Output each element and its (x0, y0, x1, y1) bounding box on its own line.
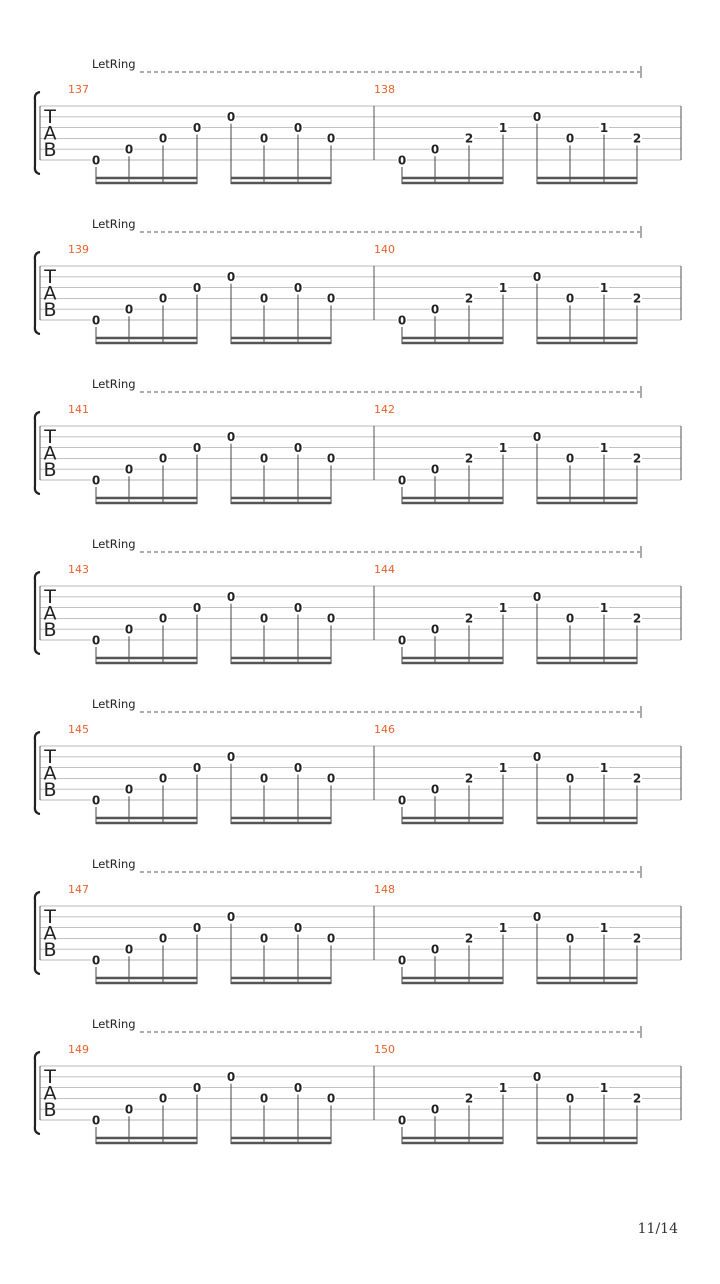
fret-number: 0 (124, 782, 134, 797)
system-bracket (35, 732, 40, 814)
fret-number: 0 (226, 590, 236, 605)
tab-clef-letter: B (43, 1099, 57, 1121)
fret-number: 1 (599, 920, 609, 935)
page-number: 11/14 (637, 1221, 678, 1237)
measure-number: 138 (374, 83, 395, 96)
tab-clef-letter: A (43, 282, 57, 305)
tab-system (35, 537, 681, 664)
fret-number: 0 (158, 291, 168, 306)
measure-number: 137 (68, 83, 89, 96)
fret-number: 0 (430, 942, 440, 957)
system-bracket (35, 252, 40, 334)
system-bracket (35, 892, 40, 974)
fret-number: 0 (532, 430, 542, 445)
fret-number: 0 (192, 440, 202, 455)
fret-number: 0 (259, 131, 269, 146)
fret-number: 0 (259, 611, 269, 626)
measure-number: 141 (68, 403, 89, 416)
tab-clef-letter: B (43, 619, 57, 641)
fret-number: 0 (430, 622, 440, 637)
fret-number: 0 (91, 313, 101, 328)
measure-number: 139 (68, 243, 89, 256)
tab-clef-letter: T (44, 746, 56, 768)
fret-number: 0 (397, 953, 407, 968)
fret-number: 0 (430, 1102, 440, 1117)
fret-number: 0 (259, 771, 269, 786)
fret-number: 0 (192, 1080, 202, 1095)
fret-number: 0 (326, 611, 336, 626)
fret-number: 1 (498, 440, 508, 455)
fret-number: 1 (599, 120, 609, 135)
fret-number: 0 (293, 760, 303, 775)
tab-clef-letter: T (44, 586, 56, 608)
tab-clef-letter: B (43, 459, 57, 481)
fret-number: 1 (599, 440, 609, 455)
fret-number: 1 (498, 920, 508, 935)
fret-number: 0 (326, 131, 336, 146)
fret-number: 2 (632, 291, 642, 306)
fret-number: 2 (464, 931, 474, 946)
fret-number: 0 (565, 771, 575, 786)
fret-number: 0 (565, 931, 575, 946)
system-bracket (35, 572, 40, 654)
fret-number: 0 (158, 1091, 168, 1106)
fret-number: 0 (293, 600, 303, 615)
fret-number: 2 (464, 611, 474, 626)
tab-clef-letter: T (44, 426, 56, 448)
fret-number: 0 (226, 1070, 236, 1085)
fret-number: 0 (192, 760, 202, 775)
fret-number: 1 (498, 760, 508, 775)
system-bracket (35, 1052, 40, 1134)
tab-clef-letter: A (43, 122, 57, 145)
fret-number: 0 (293, 120, 303, 135)
fret-number: 0 (192, 600, 202, 615)
let-ring-label: LetRing (92, 857, 136, 871)
fret-number: 0 (124, 622, 134, 637)
measure-number: 145 (68, 723, 89, 736)
fret-number: 0 (192, 120, 202, 135)
tab-system (35, 857, 681, 984)
fret-number: 0 (532, 590, 542, 605)
fret-number: 0 (124, 302, 134, 317)
fret-number: 0 (532, 270, 542, 285)
fret-number: 0 (397, 1113, 407, 1128)
fret-number: 0 (91, 473, 101, 488)
fret-number: 0 (259, 1091, 269, 1106)
fret-number: 0 (259, 291, 269, 306)
fret-number: 1 (498, 120, 508, 135)
fret-number: 0 (226, 110, 236, 125)
fret-number: 0 (124, 1102, 134, 1117)
fret-number: 0 (532, 750, 542, 765)
fret-number: 0 (565, 451, 575, 466)
fret-number: 1 (599, 760, 609, 775)
tab-system (35, 1017, 681, 1144)
let-ring-label: LetRing (92, 1017, 136, 1031)
measure-number: 149 (68, 1043, 89, 1056)
tab-system (35, 377, 681, 504)
fret-number: 0 (565, 1091, 575, 1106)
fret-number: 2 (464, 771, 474, 786)
fret-number: 0 (158, 131, 168, 146)
fret-number: 0 (226, 430, 236, 445)
fret-number: 1 (498, 280, 508, 295)
fret-number: 1 (599, 1080, 609, 1095)
tab-clef-letter: T (44, 106, 56, 128)
fret-number: 0 (397, 313, 407, 328)
let-ring-label: LetRing (92, 377, 136, 391)
fret-number: 0 (158, 771, 168, 786)
fret-number: 0 (430, 142, 440, 157)
tab-clef-letter: A (43, 922, 57, 945)
measure-number: 150 (374, 1043, 395, 1056)
measure-number: 143 (68, 563, 89, 576)
fret-number: 0 (293, 920, 303, 935)
fret-number: 0 (91, 1113, 101, 1128)
fret-number: 0 (430, 302, 440, 317)
fret-number: 0 (192, 280, 202, 295)
fret-number: 0 (91, 633, 101, 648)
fret-number: 1 (498, 1080, 508, 1095)
tab-clef-letter: A (43, 442, 57, 465)
measure-number: 146 (374, 723, 395, 736)
fret-number: 0 (259, 931, 269, 946)
fret-number: 0 (326, 1091, 336, 1106)
fret-number: 0 (293, 280, 303, 295)
measure-number: 148 (374, 883, 395, 896)
fret-number: 2 (632, 451, 642, 466)
tab-clef-letter: A (43, 762, 57, 785)
fret-number: 0 (532, 910, 542, 925)
system-bracket (35, 92, 40, 174)
let-ring-label: LetRing (92, 537, 136, 551)
tab-clef-letter: A (43, 602, 57, 625)
fret-number: 2 (464, 131, 474, 146)
fret-number: 0 (430, 462, 440, 477)
fret-number: 0 (91, 953, 101, 968)
fret-number: 0 (124, 142, 134, 157)
fret-number: 0 (158, 931, 168, 946)
fret-number: 1 (599, 280, 609, 295)
fret-number: 0 (158, 451, 168, 466)
fret-number: 0 (565, 611, 575, 626)
tab-clef-letter: B (43, 939, 57, 961)
fret-number: 0 (158, 611, 168, 626)
fret-number: 0 (532, 1070, 542, 1085)
fret-number: 0 (397, 793, 407, 808)
tab-system (35, 57, 681, 184)
measure-number: 142 (374, 403, 395, 416)
tab-clef-letter: B (43, 299, 57, 321)
fret-number: 0 (430, 782, 440, 797)
fret-number: 0 (226, 270, 236, 285)
fret-number: 0 (192, 920, 202, 935)
fret-number: 0 (91, 153, 101, 168)
fret-number: 0 (293, 440, 303, 455)
measure-number: 147 (68, 883, 89, 896)
tab-clef-letter: T (44, 1066, 56, 1088)
fret-number: 0 (226, 910, 236, 925)
fret-number: 2 (632, 931, 642, 946)
fret-number: 0 (565, 131, 575, 146)
system-bracket (35, 412, 40, 494)
fret-number: 0 (397, 473, 407, 488)
let-ring-label: LetRing (92, 697, 136, 711)
fret-number: 1 (599, 600, 609, 615)
fret-number: 1 (498, 600, 508, 615)
fret-number: 0 (326, 931, 336, 946)
fret-number: 2 (464, 1091, 474, 1106)
fret-number: 0 (124, 942, 134, 957)
let-ring-label: LetRing (92, 57, 136, 71)
fret-number: 2 (632, 131, 642, 146)
tab-clef-letter: B (43, 779, 57, 801)
fret-number: 0 (565, 291, 575, 306)
fret-number: 2 (632, 1091, 642, 1106)
fret-number: 0 (259, 451, 269, 466)
fret-number: 0 (326, 451, 336, 466)
fret-number: 0 (226, 750, 236, 765)
fret-number: 0 (397, 153, 407, 168)
fret-number: 0 (91, 793, 101, 808)
tab-clef-letter: T (44, 906, 56, 928)
tab-clef-letter: B (43, 139, 57, 161)
measure-number: 140 (374, 243, 395, 256)
fret-number: 0 (326, 291, 336, 306)
tab-clef-letter: A (43, 1082, 57, 1105)
fret-number: 0 (293, 1080, 303, 1095)
tab-clef-letter: T (44, 266, 56, 288)
fret-number: 2 (464, 451, 474, 466)
fret-number: 0 (397, 633, 407, 648)
let-ring-label: LetRing (92, 217, 136, 231)
measure-number: 144 (374, 563, 395, 576)
fret-number: 0 (532, 110, 542, 125)
fret-number: 0 (124, 462, 134, 477)
tab-system (35, 217, 681, 344)
fret-number: 0 (326, 771, 336, 786)
fret-number: 2 (632, 771, 642, 786)
tab-system (35, 697, 681, 824)
fret-number: 2 (632, 611, 642, 626)
fret-number: 2 (464, 291, 474, 306)
